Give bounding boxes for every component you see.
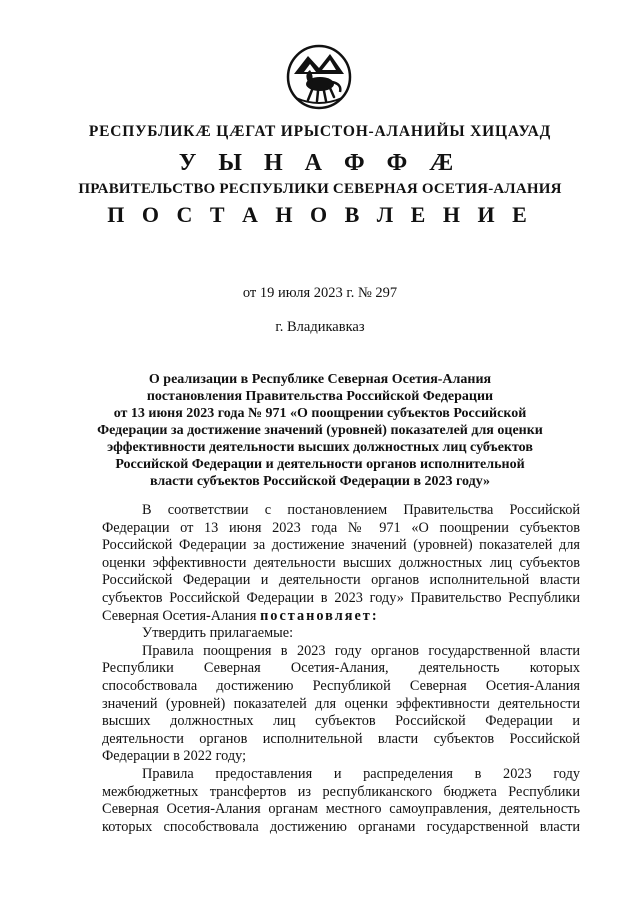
document-date-number: от 19 июля 2023 г. № 297 (242, 285, 398, 301)
russian-document-type: П О С Т А Н О В Л Е Н И Е (107, 202, 533, 227)
body-line: Российской Федерации за достижение значений (уровней) показателей для (102, 537, 580, 554)
title-line: О реализации в Республике Северная Осетия-Алания (148, 372, 492, 387)
ossetian-document-type: У Ы Н А Ф Ф Ӕ (178, 150, 462, 176)
title-line: Российской Федерации и деятельности органов исполнительной (115, 457, 525, 472)
ossetian-government-name: РЕСПУБЛИКӔ ЦӔГАТ ИРЫСТОН-АЛАНИЙЫ ХИЦАУАД (88, 123, 552, 140)
title-line: власти субъектов Российской Федерации в 2023 году» (149, 474, 491, 489)
document-city: г. Владикавказ (275, 319, 365, 335)
body-line (102, 608, 580, 626)
title-line: постановления Правительства Российской Федерации (146, 389, 494, 404)
document-body (102, 502, 580, 836)
body-line: Северная Осетия-Алания органам местного самоуправления, деятельность (102, 801, 580, 818)
body-line-text: Северная Осетия-Алания (102, 607, 257, 624)
body-line: значений (уровней) показателей для оценки эффективности деятельности (102, 695, 580, 712)
resolution-keyword: постановляет: (260, 607, 379, 624)
russian-government-name: ПРАВИТЕЛЬСТВО РЕСПУБЛИКИ СЕВЕРНАЯ ОСЕТИЯ-АЛАНИЯ (78, 181, 562, 197)
body-line: высших должностных лиц субъектов Российской Федерации и (102, 713, 580, 730)
body-line: межбюджетных трансфертов из республиканского бюджета Республики (102, 783, 580, 800)
body-line: субъектов Российской Федерации в 2023 году» Правительство Республики (102, 589, 580, 606)
body-line: оценки эффективности деятельности высших должностных лиц субъектов (102, 554, 580, 571)
body-line: деятельности органов исполнительной власти субъектов Российской (102, 730, 580, 747)
document-title (66, 371, 574, 490)
title-line: Федерации за достижение значений (уровней) показателей для оценки (97, 423, 543, 438)
body-line: способствовала достижению Республикой Северная Осетия-Алания (102, 677, 580, 694)
body-line: Правила предоставления и распределения в 2023 году (142, 765, 580, 782)
body-line: которых способствовала достижению органами государственной власти (102, 818, 580, 835)
body-line: Республики Северная Осетия-Алания, деятельность которых (102, 660, 580, 677)
body-line: Федерации от 13 июня 2023 года № 971 «О поощрении субъектов (102, 519, 580, 536)
coat-of-arms-icon (286, 44, 352, 110)
title-line: от 13 июня 2023 года № 971 «О поощрении субъектов Российской (113, 406, 527, 421)
body-line: Федерации в 2022 году; (102, 748, 247, 765)
body-line: В соответствии с постановлением Правительства Российской (142, 502, 580, 518)
title-line: эффективности деятельности высших должностных лиц субъектов (107, 440, 533, 455)
body-line: Утвердить прилагаемые: (142, 625, 294, 642)
body-line: Правила поощрения в 2023 году органов государственной власти (142, 642, 580, 659)
body-line: Российской Федерации и деятельности органов исполнительной власти (102, 572, 580, 589)
